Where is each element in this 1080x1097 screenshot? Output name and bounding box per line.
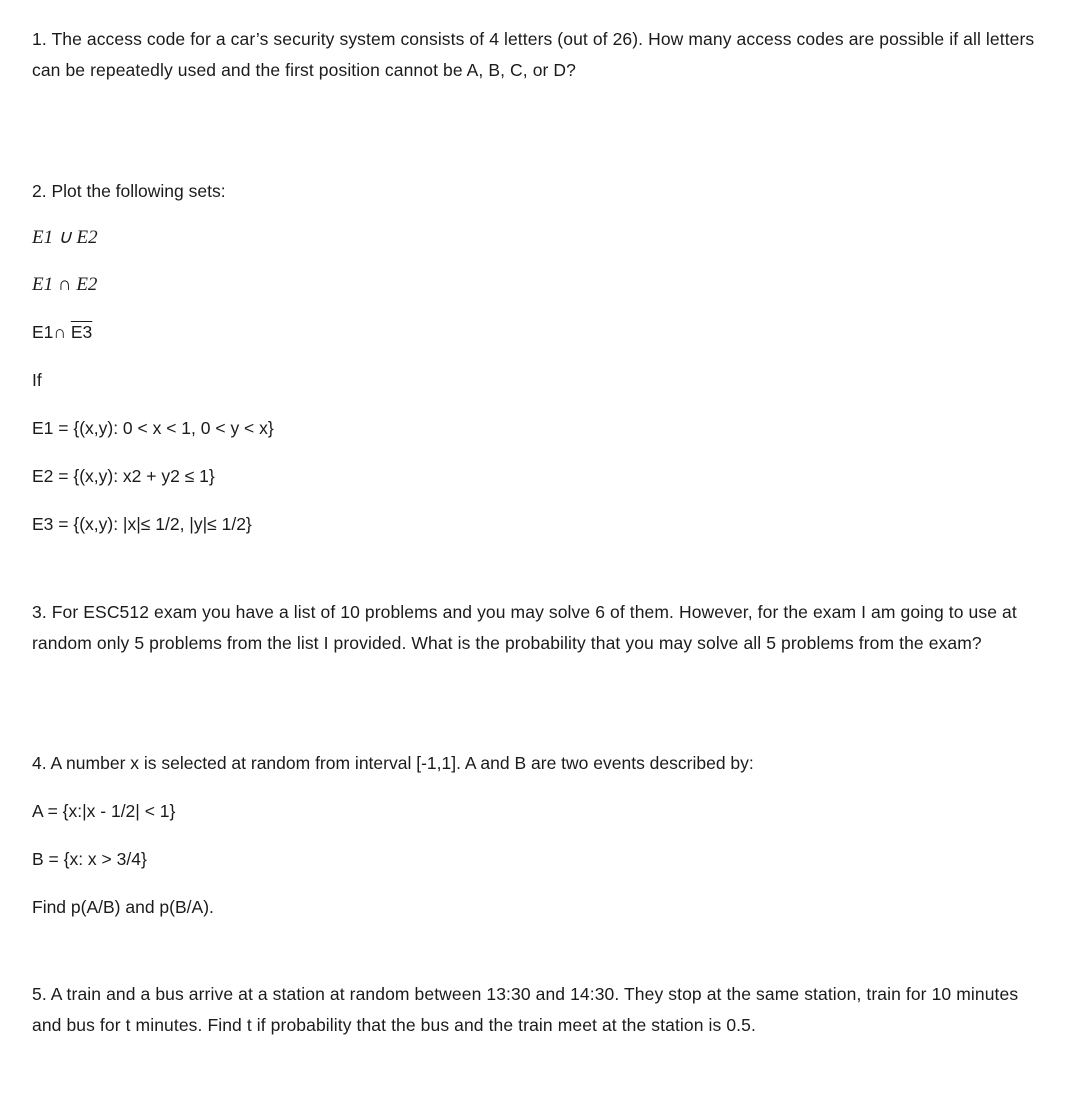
problem-2-definition-e1: E1 = {(x,y): 0 < x < 1, 0 < y < x} — [32, 418, 274, 438]
problem-2-definition-e2: E2 = {(x,y): x2 + y2 ≤ 1} — [32, 466, 215, 486]
problem-2-set-union: E1 ∪ E2 — [32, 227, 98, 248]
problem-2-heading: 2. Plot the following sets: — [32, 181, 226, 201]
problem-5-text: 5. A train and a bus arrive at a station at random between 13:30 and 14:30. They stop at the same station, train for 10 minutes and bus for t minutes. Find t if probability that the bus and the train meet at the station is 0.5. — [32, 984, 1019, 1035]
problem-2-set-complement-prefix: E1∩ — [32, 322, 71, 342]
problem-4-find-text: Find p(A/B) and p(B/A). — [32, 897, 214, 917]
problem-2-set-complement-overlined-e3: E3 — [70, 322, 93, 342]
problem-3-text: 3. For ESC512 exam you have a list of 10 problems and you may solve 6 of them. However, for the exam I am going to use at random only 5 problems from the list I provided. What is the probability that you may solve all 5 problems from the exam? — [32, 602, 1017, 653]
problem-2-set-intersection: E1 ∩ E2 — [32, 274, 98, 295]
problem-4-definition-a: A = {x:|x - 1/2| < 1} — [32, 801, 176, 821]
problem-2-if-label: If — [32, 370, 42, 390]
problem-4-heading: 4. A number x is selected at random from interval [-1,1]. A and B are two events described by: — [32, 753, 754, 773]
problem-2-definition-e3: E3 = {(x,y): |x|≤ 1/2, |y|≤ 1/2} — [32, 514, 252, 534]
problem-4-definition-b: B = {x: x > 3/4} — [32, 849, 147, 869]
problem-1-text: 1. The access code for a car’s security system consists of 4 letters (out of 26). How many access codes are possible if all letters can be repeatedly used and the first position cannot be A, B, C, or D? — [32, 29, 1035, 80]
problem-2-set-complement — [32, 321, 1050, 343]
